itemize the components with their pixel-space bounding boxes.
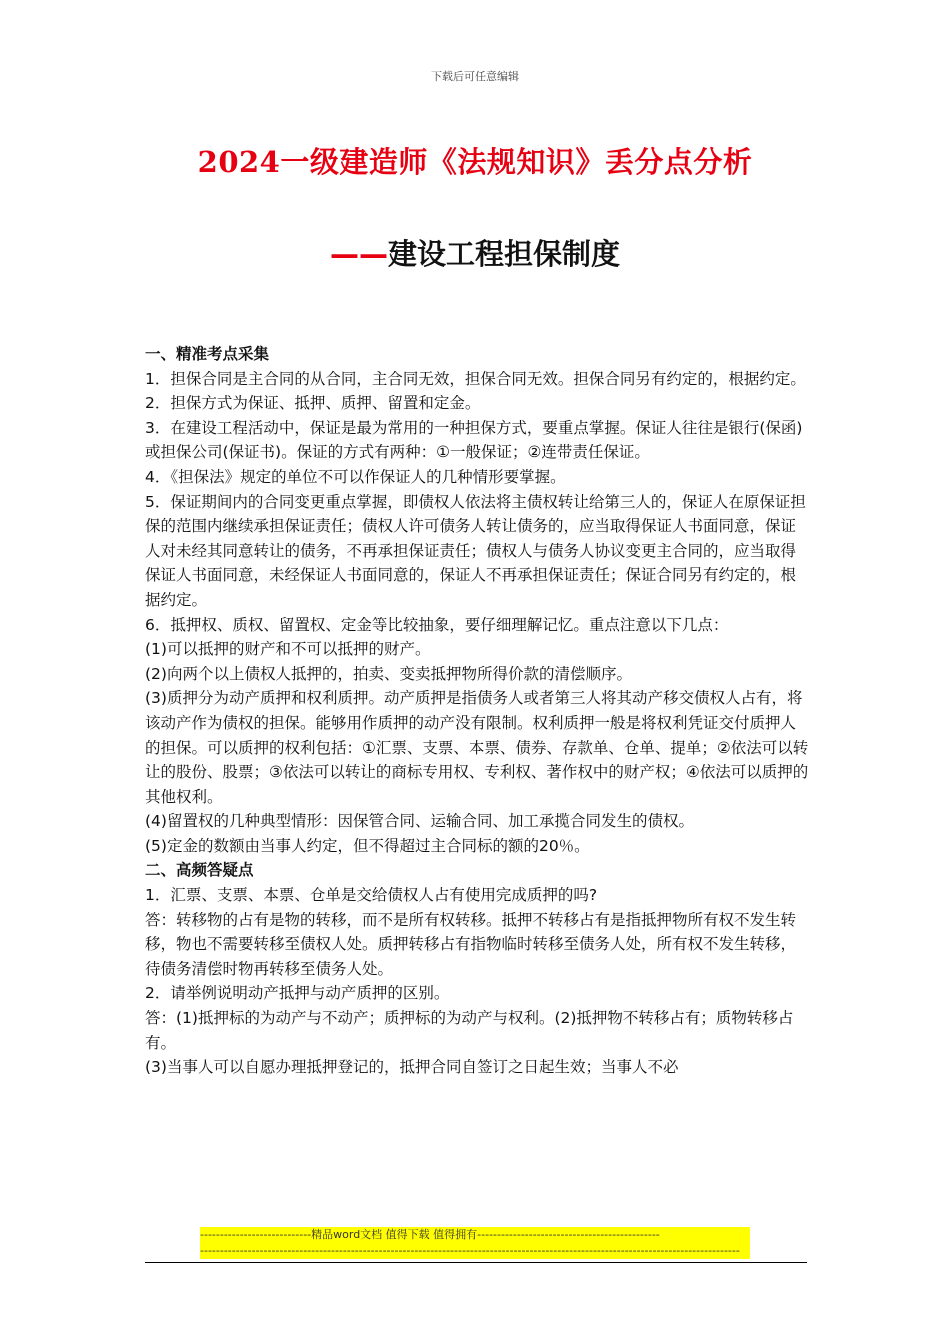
paragraph: (2)向两个以上债权人抵押的，拍卖、变卖抵押物所得价款的清偿顺序。: [145, 664, 632, 683]
paragraph: 1．汇票、支票、本票、仓单是交给债权人占有使用完成质押的吗?: [145, 886, 598, 905]
paragraph: 1．担保合同是主合同的从合同，主合同无效，担保合同无效。担保合同另有约定的，根据约定。: [145, 369, 806, 388]
document-subtitle: [0, 232, 950, 273]
paragraph: (3)质押分为动产质押和权利质押。动产质押是指债务人或者第三人将其动产移交债权人占有，将该动产作为债权的担保。能够用作质押的动产没有限制。权利质押一般是将权利凭证交付质押人的担保。可以质押的权利包括：①汇票、支票、本票、债券、存款单、仓单、提单；②依法可以转让的股份、股票；③依法可以转让的商标专用权、专利权、著作权中的财产权；④依法可以质押的其他权利。: [145, 689, 809, 806]
paragraph: 答：(1)抵押标的为动产与不动产；质押标的为动产与权利。(2)抵押物不转移占有；质物转移占有。: [145, 1009, 794, 1052]
footer-divider: [145, 1262, 807, 1263]
paragraph: 答：转移物的占有是物的转移，而不是所有权转移。抵押不转移占有是指抵押物所有权不发生转移，物也不需要转移至债权人处。质押转移占有指物临时转移至债务人处，所有权不发生转移，待债务清偿时物再转移至债务人处。: [145, 910, 797, 978]
section-heading: 一、精准考点采集: [145, 345, 270, 363]
document-body: [145, 342, 810, 1080]
section-heading: 二、高频答疑点: [145, 861, 254, 880]
paragraph: (1)可以抵押的财产和不可以抵押的财产。: [145, 640, 431, 659]
paragraph: (4)留置权的几种典型情形：因保管合同、运输合同、加工承揽合同发生的债权。: [145, 812, 694, 831]
document-title: 2024一级建造师《法规知识》丢分点分析: [197, 145, 753, 179]
paragraph: 3．在建设工程活动中，保证是最为常用的一种担保方式，要重点掌握。保证人往往是银行(保函)或担保公司(保证书)。保证的方式有两种：①一般保证；②连带责任保证。: [145, 418, 803, 462]
paragraph: 2．担保方式为保证、抵押、质押、留置和定金。: [145, 394, 481, 413]
footer-banner-line-2: ----------------------------------------------------------------------------------------------------------------------------------------: [200, 1244, 740, 1257]
paragraph: 4．《担保法》规定的单位不可以作保证人的几种情形要掌握。: [145, 467, 566, 486]
footer-banner-line-1: ----------------------------精品word文档 值得下载 值得拥有----------------------------------------------: [200, 1228, 660, 1241]
paragraph: 6．抵押权、质权、留置权、定金等比较抽象，要仔细理解记忆。重点注意以下几点：: [145, 615, 729, 634]
paragraph: (3)当事人可以自愿办理抵押登记的，抵押合同自签订之日起生效；当事人不必: [145, 1058, 679, 1077]
paragraph: 2．请举例说明动产抵押与动产质押的区别。: [145, 984, 450, 1003]
subtitle-dash: ——: [329, 237, 388, 271]
header-note: 下载后可任意编辑: [431, 70, 519, 83]
footer-banner: [200, 1227, 750, 1259]
paragraph: (5)定金的数额由当事人约定，但不得超过主合同标的额的20％。: [145, 836, 590, 855]
subtitle-text: 建设工程担保制度: [387, 237, 620, 271]
paragraph: 5．保证期间内的合同变更重点掌握，即债权人依法将主债权转让给第三人的，保证人在原保证担保的范围内继续承担保证责任；债权人许可债务人转让债务的，应当取得保证人书面同意，保证人对未经其同意转让的债务，不再承担保证责任；债权人与债务人协议变更主合同的，应当取得保证人书面同意，未经保证人书面同意的，保证人不再承担保证责任；保证合同另有约定的，根据约定。: [145, 492, 806, 609]
